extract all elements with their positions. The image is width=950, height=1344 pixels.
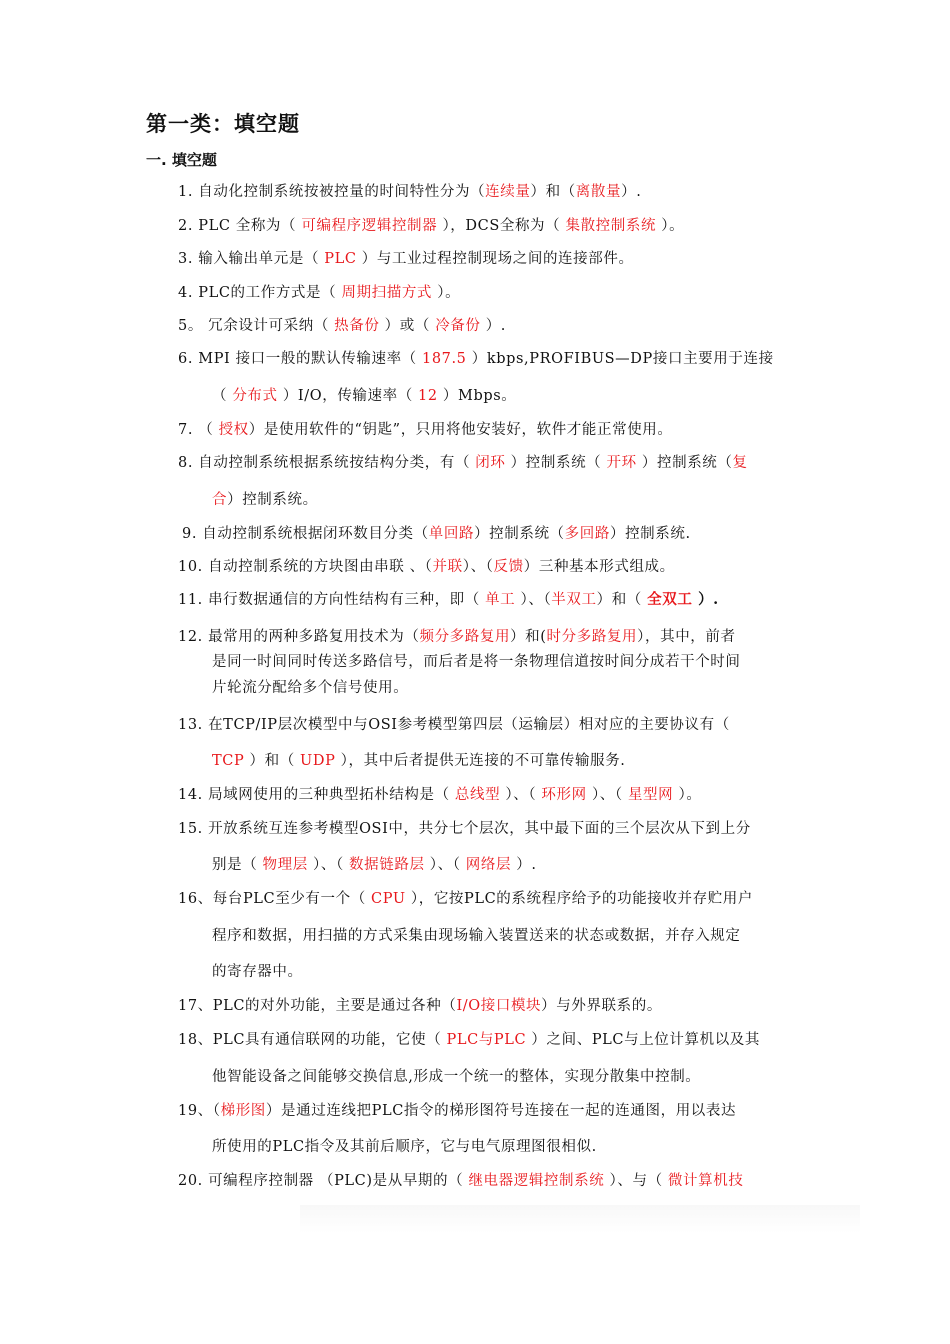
answer: 继电器逻辑控制系统 xyxy=(468,1173,605,1189)
question-13-line-2: TCP ）和（ UDP ），其中后者提供无连接的不可靠传输服务. xyxy=(212,753,626,769)
answer: 半双工 xyxy=(551,592,597,608)
question-6-line-2: （ 分布式 ）I/O，传输速率（ 12 ）Mbps。 xyxy=(212,388,517,404)
question-16: 16、每台PLC至少有一个（ CPU ），它按PLC的系统程序给予的功能接收并存贮用户 xyxy=(178,891,754,907)
question-12-line-3: 片轮流分配给多个信号使用。 xyxy=(212,680,409,696)
answer: 离散量 xyxy=(575,184,622,200)
answer: 环形网 xyxy=(541,787,587,803)
question-15-line-2: 别是（ 物理层 ）、（ 数据链路层 ）、（ 网络层 ）. xyxy=(212,857,537,873)
question-19: 19、（梯形图）是通过连线把PLC指令的梯形图符号连接在一起的连通图，用以表达 xyxy=(178,1103,737,1119)
answer: 集散控制系统 xyxy=(565,218,657,234)
question-12: 12. 最常用的两种多路复用技术为（频分多路复用）和(时分多路复用），其中，前者 xyxy=(178,629,736,645)
answer: 并联 xyxy=(432,559,463,575)
question-3: 3. 输入输出单元是（ PLC ）与工业过程控制现场之间的连接部件。 xyxy=(178,251,634,267)
question-8: 8. 自动控制系统根据系统按结构分类，有（ 闭环 ）控制系统（ 开环 ）控制系统（复 xyxy=(178,455,748,471)
question-13: 13. 在TCP/IP层次模型中与OSI参考模型第四层（运输层）相对应的主要协议有（ xyxy=(178,717,730,733)
answer: 物理层 xyxy=(262,857,308,873)
answer: 连续量 xyxy=(485,184,531,200)
page-fade-overlay xyxy=(300,1205,860,1233)
answer: UDP xyxy=(300,753,336,769)
section-heading: 第一类：填空题 xyxy=(146,112,300,136)
question-15: 15. 开放系统互连参考模型OSI中，共分七个层次，其中最下面的三个层次从下到上分 xyxy=(178,821,751,837)
answer: 可编程序逻辑控制器 xyxy=(301,218,438,234)
question-16-line-2: 程序和数据，用扫描的方式采集由现场输入装置送来的状态或数据，并存入规定 xyxy=(212,928,741,944)
answer: 开环 xyxy=(606,455,637,471)
answer: 单回路 xyxy=(428,526,475,542)
question-2: 2. PLC 全称为（ 可编程序逻辑控制器 ），DCS全称为（ 集散控制系统 ）。 xyxy=(178,218,685,234)
answer: 网络层 xyxy=(465,857,512,873)
answer: TCP xyxy=(212,753,245,769)
answer: 梯形图 xyxy=(220,1103,266,1119)
answer: 12 xyxy=(418,388,438,404)
question-17: 17、PLC的对外功能，主要是通过各种（I/O接口模块）与外界联系的。 xyxy=(178,998,662,1014)
question-6: 6. MPI 接口一般的默认传输速率（ 187.5 ）kbps,PROFIBUS—DP接口主要用于连接 xyxy=(178,351,774,367)
answer: 187.5 xyxy=(422,351,467,367)
answer: 复 xyxy=(732,455,748,471)
question-20: 20. 可编程序控制器 （PLC)是从早期的（ 继电器逻辑控制系统 ）、与（ 微计算机技 xyxy=(178,1173,744,1189)
answer: 冷备份 xyxy=(435,318,481,334)
answer: 热备份 xyxy=(334,318,380,334)
subsection-heading: 一. 填空题 xyxy=(146,151,217,169)
question-19-line-2: 所使用的PLC指令及其前后顺序，它与电气原理图很相似. xyxy=(212,1139,597,1155)
question-14: 14. 局域网使用的三种典型拓朴结构是（ 总线型 ）、（ 环形网 ）、（ 星型网 ）。 xyxy=(178,787,702,803)
answer: 数据链路层 xyxy=(349,857,425,873)
answer: 合 xyxy=(212,492,228,508)
answer: 微计算机技 xyxy=(667,1173,744,1189)
answer: 多回路 xyxy=(564,526,610,542)
question-4: 4. PLC的工作方式是（ 周期扫描方式 ）。 xyxy=(178,285,461,301)
question-12-line-2: 是同一时间同时传送多路信号，而后者是将一条物理信道按时间分成若干个时间 xyxy=(212,654,741,670)
answer: 星型网 xyxy=(627,787,674,803)
question-1: 1. 自动化控制系统按被控量的时间特性分为（连续量）和（离散量）. xyxy=(178,184,642,200)
answer: 单工 xyxy=(485,592,516,608)
answer: 时分多路复用 xyxy=(546,629,638,645)
question-18-line-2: 他智能设备之间能够交换信息,形成一个统一的整体，实现分散集中控制。 xyxy=(212,1069,701,1085)
question-5: 5。 冗余设计可采纳（ 热备份 ）或（ 冷备份 ）. xyxy=(178,318,507,334)
answer: 周期扫描方式 xyxy=(341,285,433,301)
answer: PLC与PLC xyxy=(446,1032,527,1048)
question-7: 7. （ 授权）是使用软件的“钥匙”，只用将他安装好，软件才能正常使用。 xyxy=(178,422,673,438)
answer: 全双工 xyxy=(647,591,693,608)
answer: PLC xyxy=(324,251,357,267)
answer: 总线型 xyxy=(454,787,501,803)
answer: 授权 xyxy=(218,422,249,438)
answer: I/O接口模块 xyxy=(456,998,542,1014)
answer: CPU xyxy=(371,891,406,907)
question-9: 9. 自动控制系统根据闭环数目分类（单回路）控制系统（多回路）控制系统. xyxy=(182,526,691,542)
question-11: 11. 串行数据通信的方向性结构有三种，即（ 单工 ）、（半双工）和（ 全双工 ）. xyxy=(178,591,719,608)
question-18: 18、PLC具有通信联网的功能，它使（ PLC与PLC ）之间、PLC与上位计算机以及其 xyxy=(178,1032,761,1048)
answer: 频分多路复用 xyxy=(419,629,511,645)
answer: 闭环 xyxy=(475,455,506,471)
answer: 反馈 xyxy=(493,559,524,575)
question-10: 10. 自动控制系统的方块图由串联 、（并联）、（反馈）三种基本形式组成。 xyxy=(178,559,675,575)
answer: 分布式 xyxy=(232,388,278,404)
question-8-line-2: 合）控制系统。 xyxy=(212,492,318,508)
question-16-line-3: 的寄存器中。 xyxy=(212,964,303,980)
